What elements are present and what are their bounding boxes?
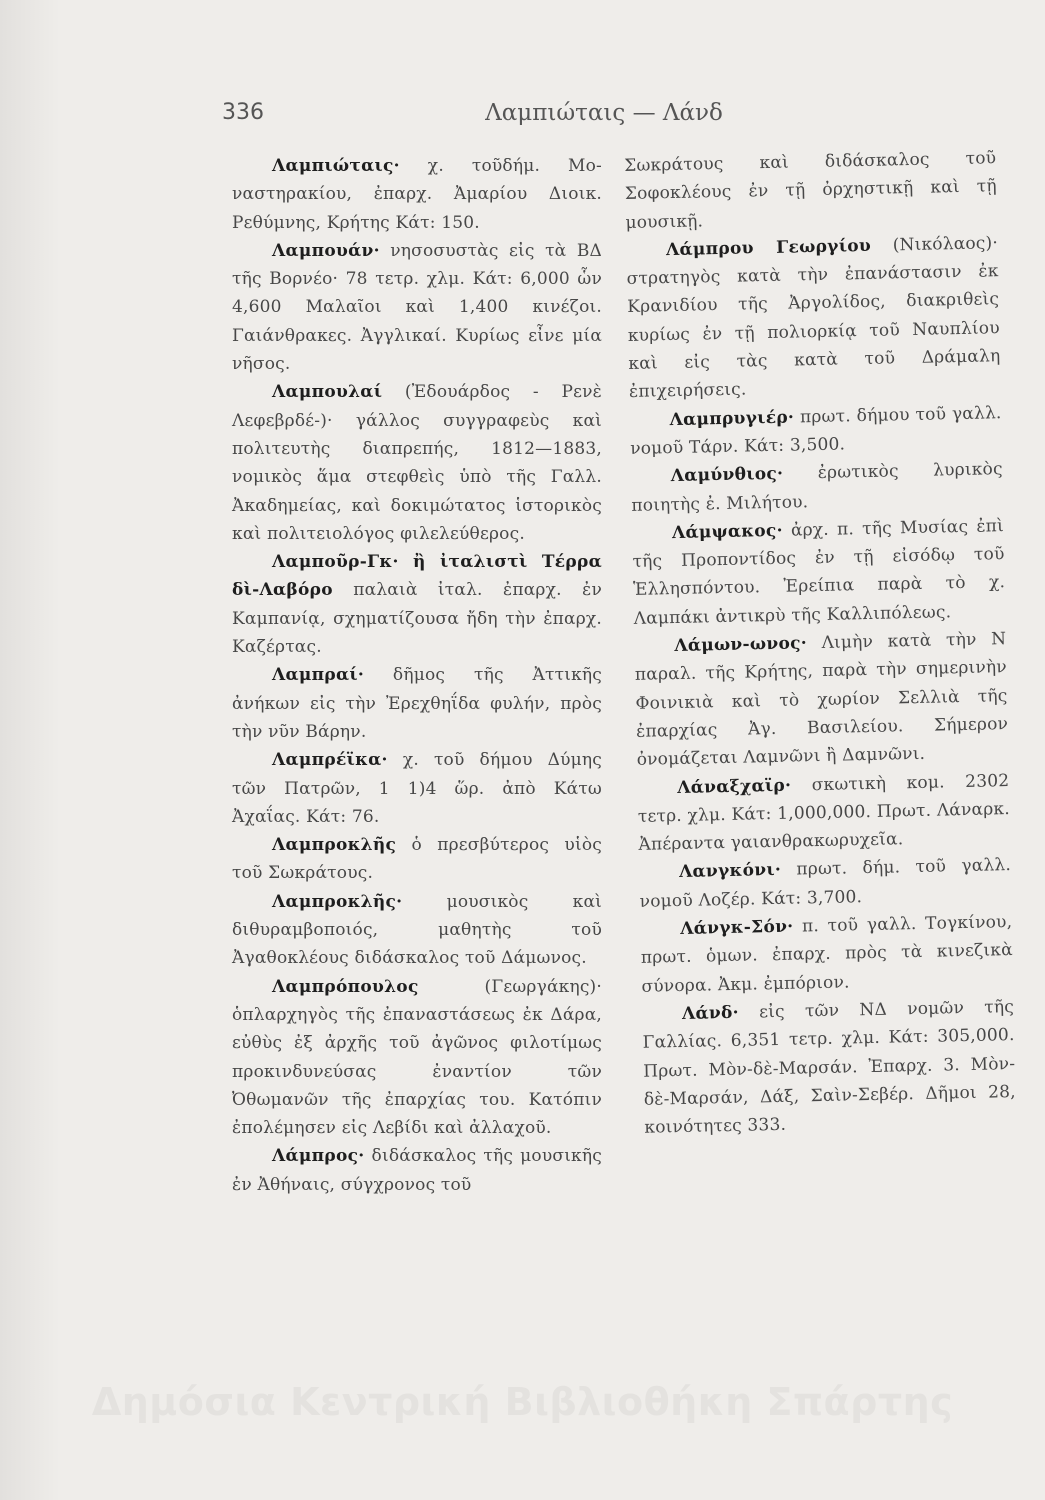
entry-headword: Λαμπροκλῆς	[272, 835, 397, 856]
left-column	[232, 152, 602, 1199]
entry-headword: Λάναξχαϊρ·	[677, 775, 792, 798]
entry-headword: Λαμπουλαί	[272, 382, 383, 403]
entry-definition: Λιμὴν κατὰ τὴν Ν παραλ. τῆς Κρήτης, παρὰ τὴν σημερινὴν Φοινικιὰ καὶ τὸ χωρίον Σελλιὰ τῆς ἐπαρχίας Ἀγ. Βασιλείου. Σήμερον ὀνομάζεται Λαμνῶνι ἢ Δαμνῶνι.	[634, 629, 1009, 771]
entry-headword: Λανγκόνι·	[678, 860, 782, 883]
entry-definition: παλαιὰ ἰταλ. ἐπαρχ. ἐν Καμπανίᾳ, σχηματίζουσα ἤδη τὴν ἐπαρχ. Καζέρτας.	[232, 580, 602, 658]
dictionary-entry	[639, 851, 1012, 915]
scan-shadow	[0, 0, 60, 1500]
dictionary-entry	[642, 993, 1017, 1142]
entry-definition: Σωκράτους καὶ διδάσκαλος τοῦ Σοφοκλέους ἐν τῇ ὀρχηστικῇ καὶ τῇ μουσικῇ.	[624, 148, 998, 233]
dictionary-entry	[232, 831, 602, 888]
dictionary-entry	[640, 908, 1014, 1001]
entry-headword: Λαμπρέϊκα·	[272, 750, 388, 771]
page-number: 336	[222, 100, 264, 125]
entry-definition: πρωτ. δήμου τοῦ γαλλ. νομοῦ Τάρν. Κάτ: 3,500.	[630, 402, 1002, 459]
entry-headword: Λάμψακος·	[671, 520, 784, 543]
entry-headword: Λάμων-ωνος·	[674, 633, 808, 657]
dictionary-entry	[232, 1142, 602, 1199]
entry-headword: Λαμπουάν·	[272, 240, 380, 261]
dictionary-entry	[631, 455, 1004, 519]
entry-headword: Λάνδ·	[681, 1002, 740, 1024]
entry-definition: ἀρχ. π. τῆς Μυσίας ἐπὶ τῆς Προποντίδος ἐν τῇ εἰσόδῳ τοῦ Ἑλλησπόντου. Ἐρείπια παρὰ τὸ χ. Λαμπάκι ἀντικρὺ τῆς Καλλιπόλεως.	[632, 515, 1006, 629]
library-watermark: Δημόσια Κεντρική Βιβλιοθήκη Σπάρτης	[91, 1380, 954, 1424]
dictionary-entry	[232, 378, 602, 548]
dictionary-entry	[232, 548, 602, 661]
dictionary-entry	[634, 625, 1009, 774]
page-header	[222, 100, 992, 136]
entry-definition: (Νικόλαος)· στρατηγὸς κατὰ τὴν ἐπανάστασιν ἐκ Κρανιδίου τῆς Ἀργολίδος, διακριθεὶς κυρίως ἐν τῇ πολιορκίᾳ τοῦ Ναυπλίου καὶ εἰς τὰς κατὰ τοῦ Δράμαλη ἐπιχειρήσεις.	[626, 233, 1001, 403]
right-column	[624, 144, 1017, 1142]
dictionary-entry	[232, 746, 602, 831]
entry-definition: πρωτ. δήμ. τοῦ γαλλ. νομοῦ Λοζέρ. Κάτ: 3,700.	[639, 855, 1012, 912]
entry-headword: Λαμπροκλῆς·	[272, 891, 403, 912]
entry-headword: Λαμύνθιος·	[670, 464, 784, 487]
entry-definition: ὁ πρεσβύτερος υἱὸς τοῦ Σωκράτους.	[232, 835, 602, 884]
entry-definition: (Γεωργάκης)· ὁπλαρχηγὸς τῆς ἐπαναστάσεως ἐκ Δάρα, εὐθὺς ἐξ ἀρχῆς τοῦ ἀγῶνος φιλοτίμως προκινδυνεύσας ἐναντίον τῶν Ὀθωμανῶν τῆς ἐπαρχίας του. Κατόπιν ἐπολέμησεν εἰς Λεβίδι καὶ ἀλλαχοῦ.	[232, 976, 602, 1139]
dictionary-entry	[632, 512, 1006, 633]
dictionary-entry	[232, 152, 602, 237]
dictionary-entry	[626, 229, 1001, 407]
dictionary-entry	[232, 973, 602, 1143]
dictionary-entry	[637, 767, 1011, 860]
entry-headword: Λαμποῦρ-Γκ· ἢ ἰταλιστὶ Τέρρα δὶ-Λαβόρο	[232, 552, 602, 601]
entry-headword: Λαμπρόπουλος	[272, 976, 419, 997]
entry-headword: Λαμπραί·	[272, 665, 365, 686]
entry-definition: (Ἐδουάρδος - Ρενὲ Λεφεβρδέ-)· γάλλος συγγραφεὺς καὶ πολιτευτὴς διαπρεπής, 1812—1883, νομικὸς ἅμα στεφθεὶς ὑπὸ τῆς Γαλλ. Ἀκαδημείας, καὶ δοκιμώτατος ἱστορικὸς καὶ πολιτειολόγος φιλελεύθερος.	[232, 382, 602, 544]
entry-headword: Λάμπρος·	[272, 1146, 365, 1167]
entry-definition: π. τοῦ γαλλ. Τογκίνου, πρωτ. ὁμων. ἐπαρχ. πρὸς τὰ κινεζικὰ σύνορα. Ἀκμ. ἐμπόριον.	[640, 912, 1014, 997]
entry-definition: μουσικὸς καὶ διθυραμβοποιός, μαθητὴς τοῦ Ἀγαθοκλέους διδάσκαλος τοῦ Δάμωνος.	[232, 891, 602, 969]
entry-definition: χ. τοῦ δήμου Δύμης τῶν Πατρῶν, 1 1)4 ὥρ. ἀπὸ Κάτω Ἀχαΐας. Κάτ: 76.	[232, 750, 602, 827]
entry-definition: σκωτικὴ κομ. 2302 τετρ. χλμ. Κάτ: 1,000,000. Πρωτ. Λάναρκ. Ἀπέραντα γαιανθρακωρυχεῖα.	[637, 770, 1011, 855]
entry-headword: Λαμπιώταις·	[272, 156, 400, 176]
entry-definition: εἰς τῶν ΝΔ νομῶν τῆς Γαλλίας. 6,351 τετρ. χλμ. Κάτ: 305,000. Πρωτ. Μὸν-δὲ-Μαρσάν. Ἐπαρχ. 3. Μὸν-δὲ-Μαρσάν, Δάξ, Σαὶν-Σεβέρ. Δῆμοι 28, κοινότητες 333.	[642, 996, 1016, 1138]
running-head: Λαμπιώταις — Λάνδ	[485, 100, 723, 126]
dictionary-entry	[232, 237, 602, 378]
entry-headword: Λαμπρυγιέρ·	[669, 407, 795, 430]
dictionary-entry	[624, 144, 998, 237]
entry-definition: δῆμος τῆς Ἀττικῆς ἀνήκων εἰς τὴν Ἐρεχθηΐδα φυλήν, πρὸς τὴν νῦν Βάρην.	[232, 665, 602, 742]
dictionary-entry	[629, 399, 1002, 463]
entry-definition: ἐρωτικὸς λυρικὸς ποιητὴς ἐ. Μιλήτου.	[631, 459, 1003, 516]
dictionary-entry	[232, 661, 602, 746]
entry-definition: χ. τοῦδήμ. Μο-ναστηρακίου, ἐπαρχ. Ἀμαρίου Διοικ. Ρεθύμνης, Κρήτης Κάτ: 150.	[232, 156, 602, 233]
entry-headword: Λάμπρου Γεωργίου	[665, 235, 872, 261]
entry-definition: διδάσκαλος τῆς μουσικῆς ἐν Ἀθήναις, σύγχρονος τοῦ	[232, 1146, 602, 1195]
entry-definition: νησοσυστὰς εἰς τὰ ΒΔ τῆς Βορνέο· 78 τετρ. χλμ. Κάτ: 6,000 ὧν 4,600 Μαλαῖοι καὶ 1,400 κινέζοι. Γαιάνθρακες. Ἀγγλικαί. Κυρίως εἶνε μία νῆσος.	[232, 240, 602, 375]
dictionary-entry	[232, 888, 602, 973]
entry-headword: Λάνγκ-Σόν·	[680, 916, 794, 940]
